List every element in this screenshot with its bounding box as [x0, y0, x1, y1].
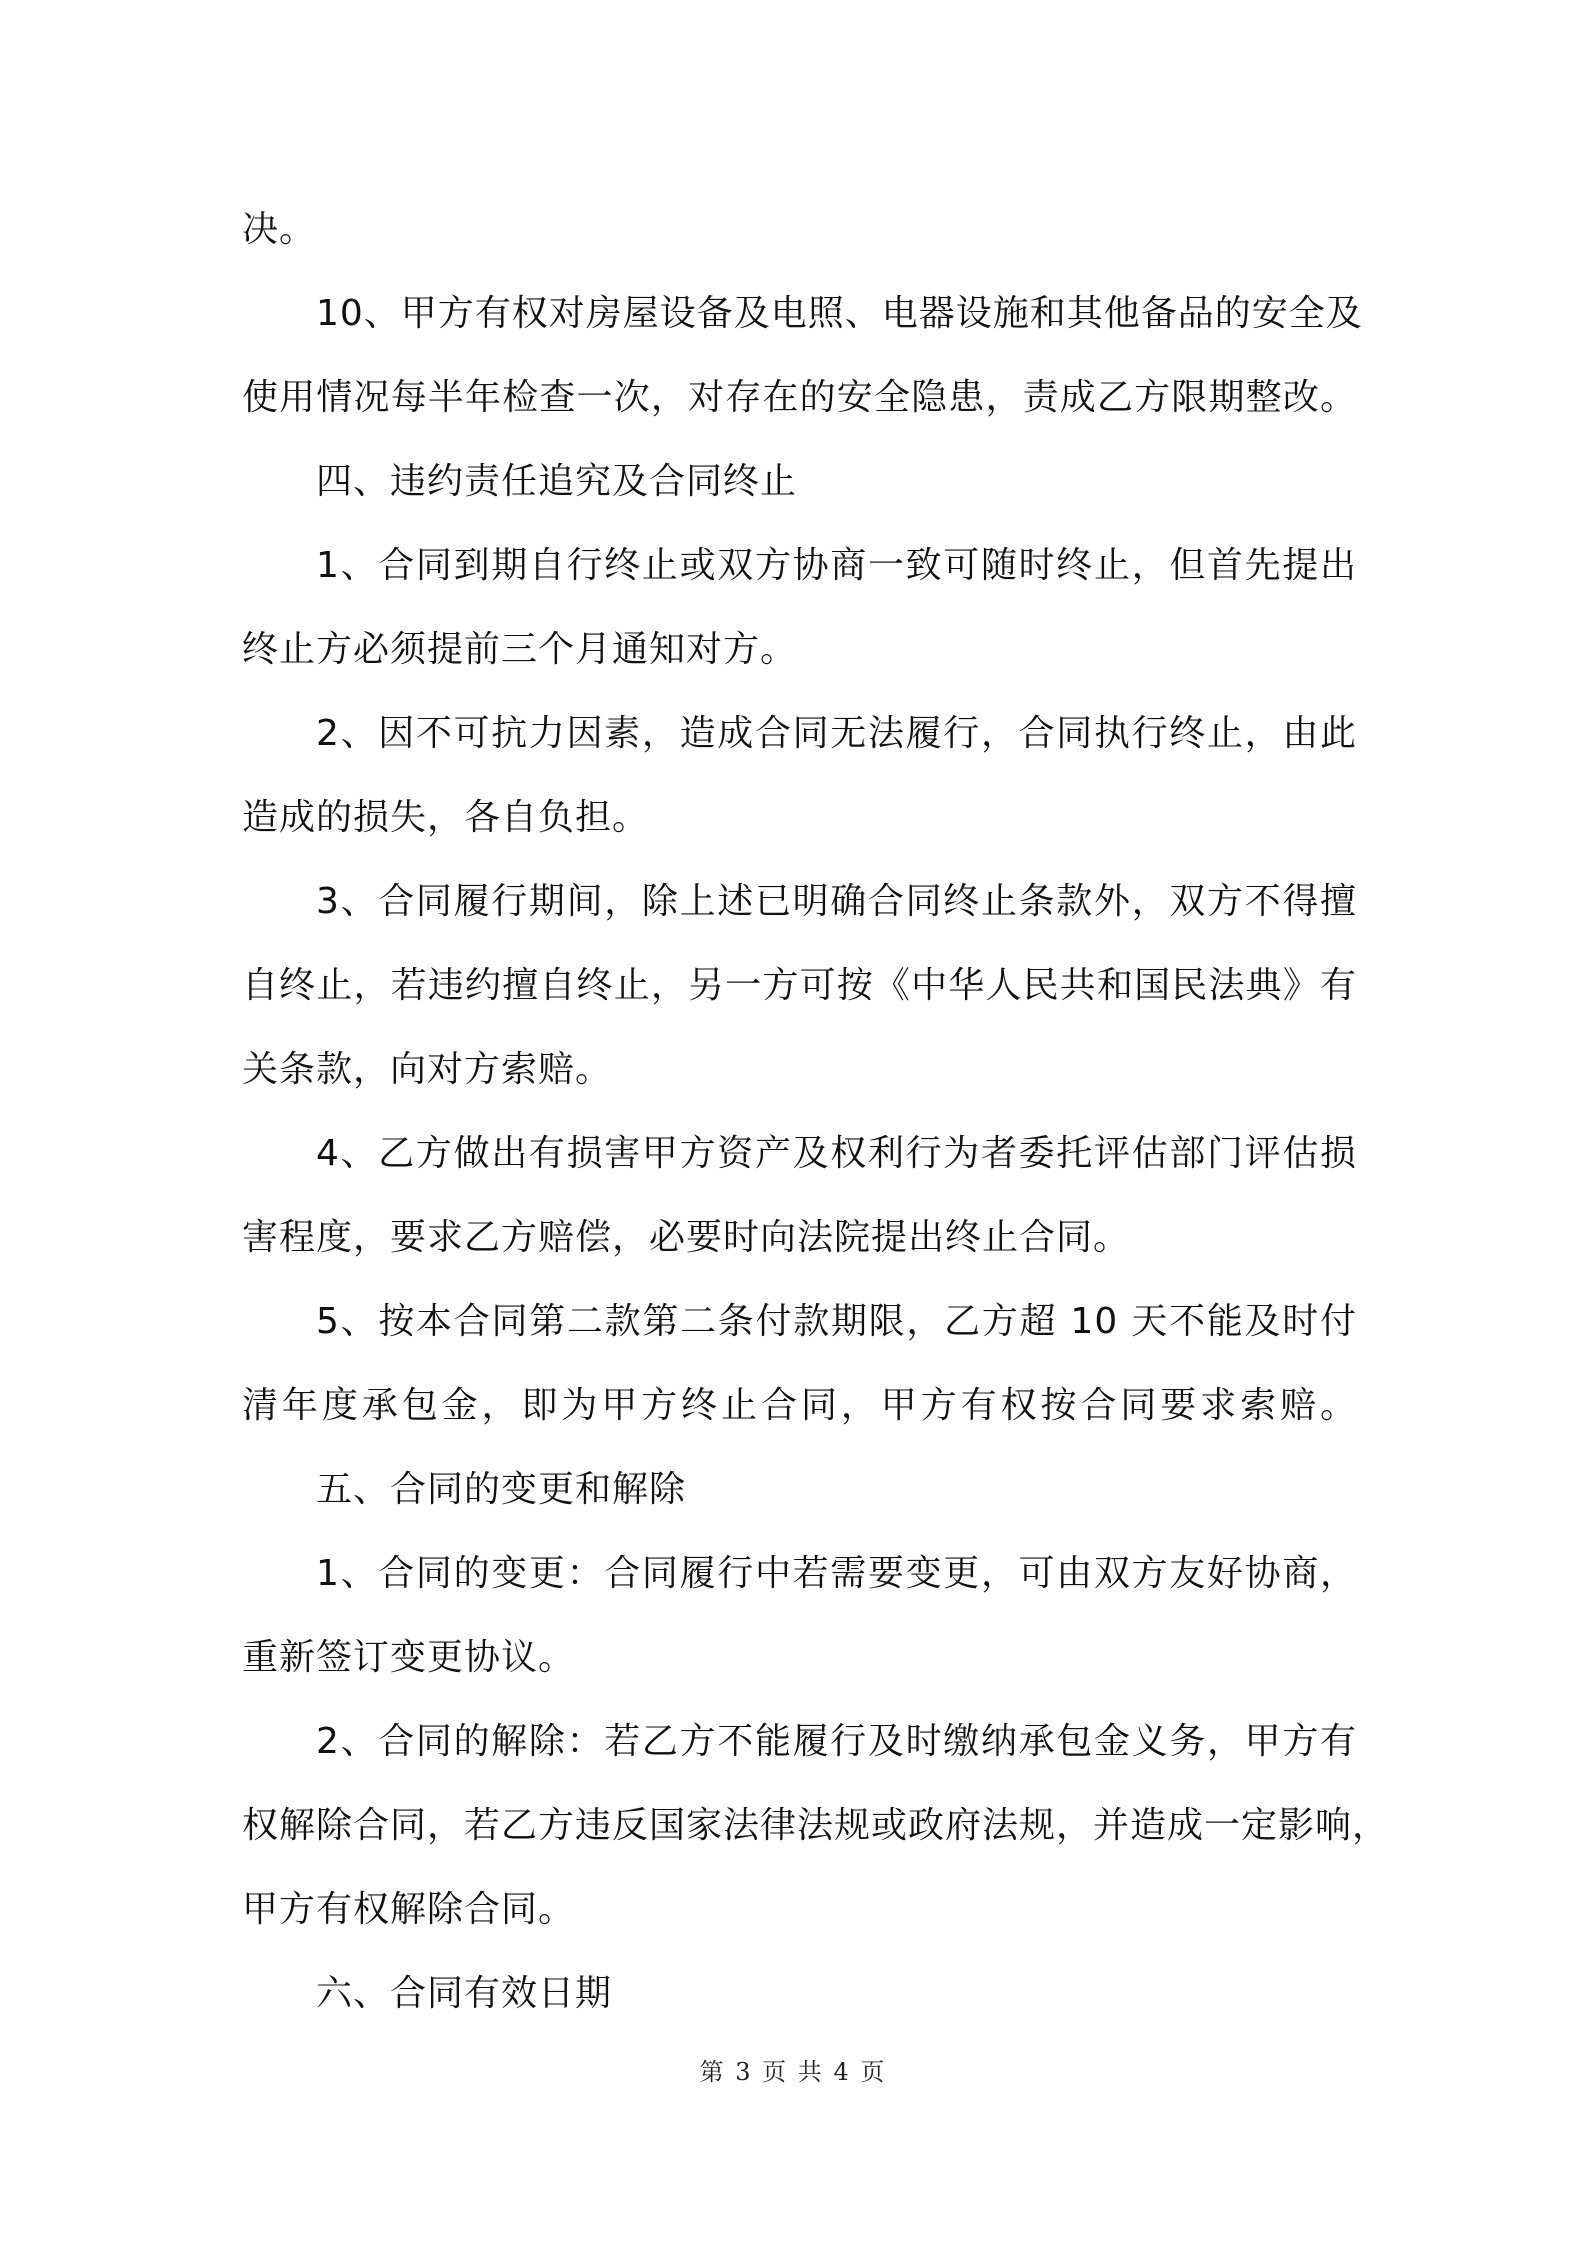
- paragraph-first-line: 4、乙方做出有损害甲方资产及权利行为者委托评估部门评估损: [316, 1133, 1357, 1174]
- section-heading: 四、违约责任追究及合同终止: [316, 461, 798, 502]
- text-line: 重新签订变更协议。: [242, 1637, 576, 1678]
- text-line: 决。: [242, 209, 317, 250]
- text-line: 终止方必须提前三个月通知对方。: [242, 629, 798, 670]
- text-line: 甲方有权解除合同。: [242, 1889, 576, 1930]
- paragraph-first-line: 1、合同到期自行终止或双方协商一致可随时终止，但首先提出: [316, 545, 1357, 586]
- text-line: 使用情况每半年检查一次，对存在的安全隐患，责成乙方限期整改。: [242, 377, 1357, 418]
- text-line: 自终止，若违约擅自终止，另一方可按《中华人民共和国民法典》有: [242, 965, 1357, 1006]
- text-line: 害程度，要求乙方赔偿，必要时向法院提出终止合同。: [242, 1217, 1131, 1258]
- section-heading: 六、合同有效日期: [316, 1973, 613, 2014]
- paragraph-first-line: 3、合同履行期间，除上述已明确合同终止条款外，双方不得擅: [316, 881, 1357, 922]
- paragraph-first-line: 1、合同的变更：合同履行中若需要变更，可由双方友好协商，: [316, 1553, 1357, 1594]
- paragraph-first-line: 2、合同的解除：若乙方不能履行及时缴纳承包金义务，甲方有: [316, 1721, 1357, 1762]
- text-line: 关条款，向对方索赔。: [242, 1049, 613, 1090]
- paragraph-first-line: 2、因不可抗力因素，造成合同无法履行，合同执行终止，由此: [316, 713, 1357, 754]
- section-heading: 五、合同的变更和解除: [316, 1469, 687, 1510]
- paragraph-first-line: 5、按本合同第二款第二条付款期限，乙方超 10 天不能及时付: [316, 1301, 1357, 1342]
- paragraph-first-line: 10、甲方有权对房屋设备及电照、电器设施和其他备品的安全及: [316, 293, 1363, 334]
- page-number-footer: 第 3 页 共 4 页: [699, 2058, 887, 2086]
- text-line: 权解除合同，若乙方违反国家法律法规或政府法规，并造成一定影响，: [242, 1805, 1390, 1846]
- text-line: 清年度承包金，即为甲方终止合同，甲方有权按合同要求索赔。: [242, 1385, 1357, 1426]
- text-line: 造成的损失，各自负担。: [242, 797, 650, 838]
